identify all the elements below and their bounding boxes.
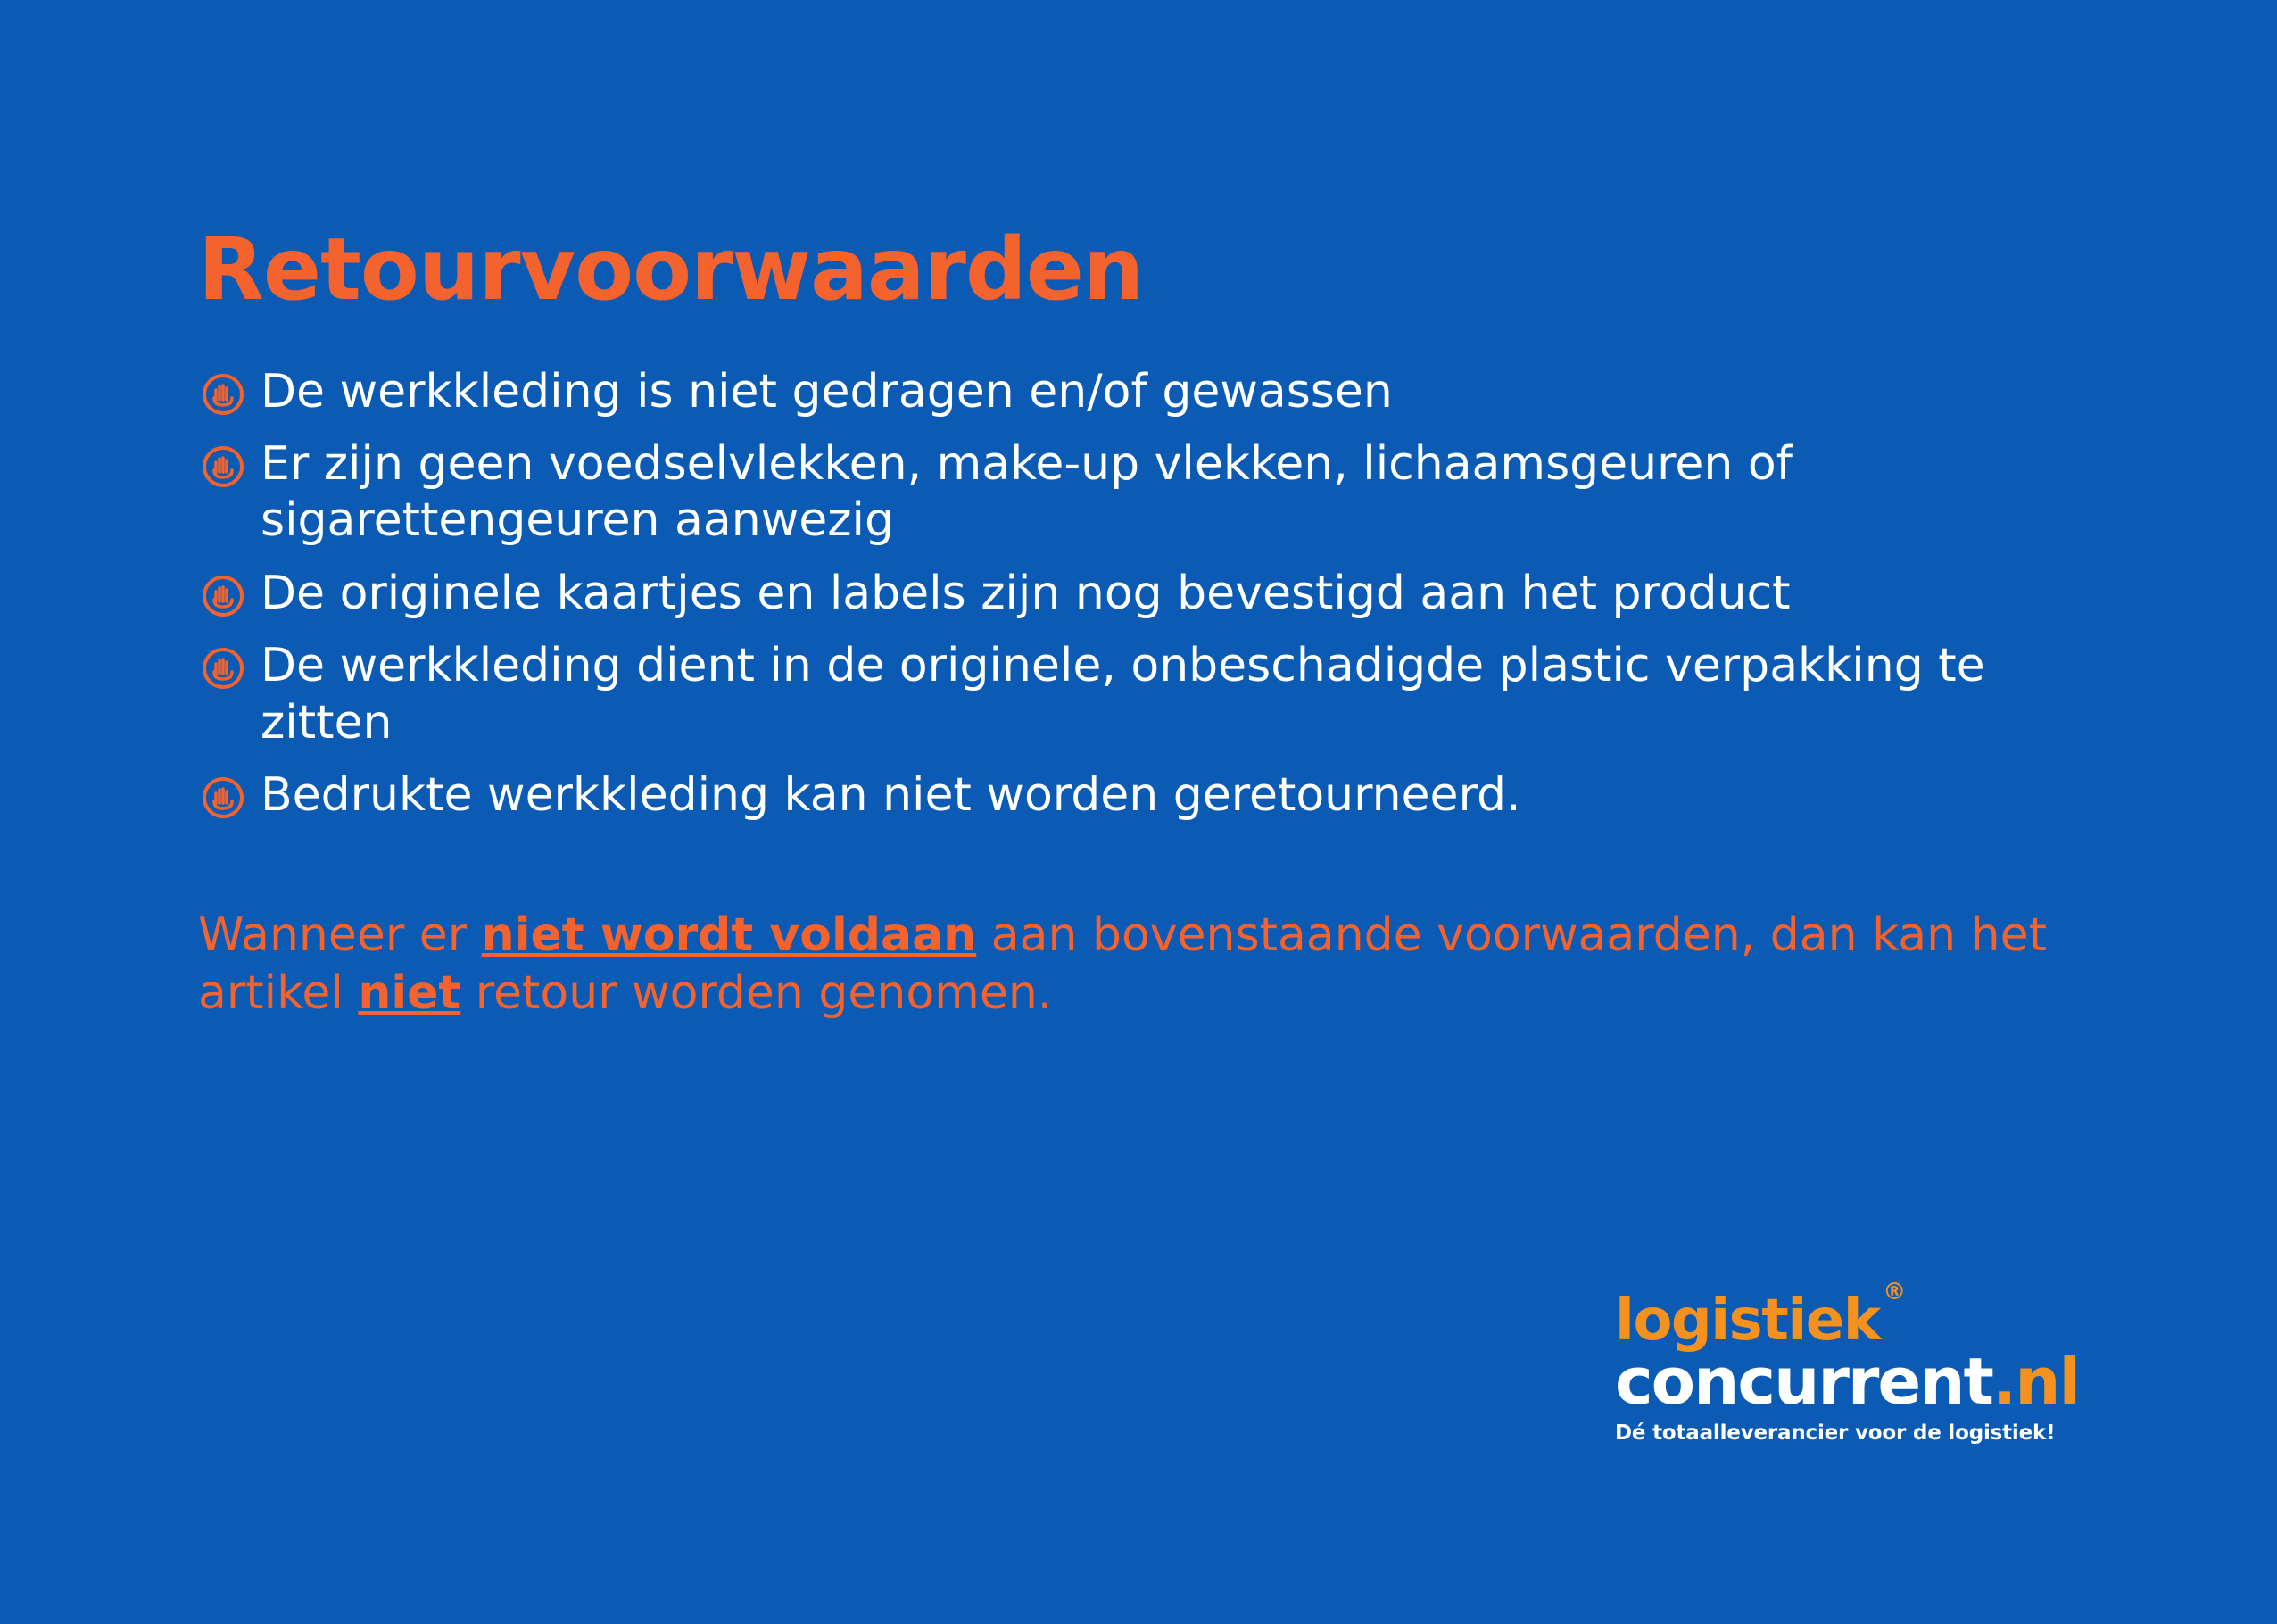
conditions-list: [198, 364, 2143, 824]
list-item: [198, 364, 2143, 420]
company-logo: [1615, 1279, 2088, 1446]
page-title: Retourvoorwaarden: [198, 220, 1144, 319]
note-part-3: retour worden genomen.: [460, 966, 1053, 1021]
logo-tagline: Dé totaalleverancier voor de logistiek!: [1615, 1421, 2056, 1446]
logo-line-concurrent: [1615, 1343, 2088, 1419]
list-item: [198, 566, 2143, 622]
hand-stop-icon: [198, 369, 248, 419]
list-item-label: Bedrukte werkkleding kan niet worden geretourneerd.: [261, 768, 1521, 823]
list-item-label: De originele kaartjes en labels zijn nog bevestigd aan het product: [261, 566, 1791, 620]
note-emphasis-2: niet: [358, 966, 461, 1021]
list-item: [198, 638, 2143, 751]
note-part-1: Wanneer er: [198, 907, 482, 962]
hand-stop-icon: [198, 773, 248, 823]
list-item: [198, 767, 2143, 824]
logo-concurrent-text: concurrent: [1615, 1343, 1992, 1419]
warning-note: [198, 907, 2099, 1023]
hand-stop-icon: [198, 643, 248, 693]
registered-trademark-icon: ®: [1883, 1279, 1905, 1305]
list-item-label: De werkkleding is niet gedragen en/of gewassen: [261, 364, 1393, 418]
hand-stop-icon: [198, 442, 248, 492]
logo-logistiek-text: logistiek: [1615, 1288, 1880, 1354]
slide-content: [198, 220, 2143, 1070]
list-item-label: De werkkleding dient in de originele, onbeschadigde plastic verpakking te zitten: [261, 639, 1985, 750]
note-emphasis-1: niet wordt voldaan: [481, 907, 977, 962]
list-item: [198, 436, 2143, 550]
note-part-2: aan bovenstaande voorwaarden, dan kan het artikel: [198, 907, 2047, 1021]
list-item-label: Er zijn geen voedselvlekken, make-up vlekken, lichaamsgeuren of sigarettengeuren aanwezig: [261, 437, 1793, 548]
logo-line-logistiek: [1615, 1279, 1905, 1354]
hand-stop-icon: [198, 571, 248, 621]
logo-tld-text: .nl: [1991, 1343, 2080, 1419]
